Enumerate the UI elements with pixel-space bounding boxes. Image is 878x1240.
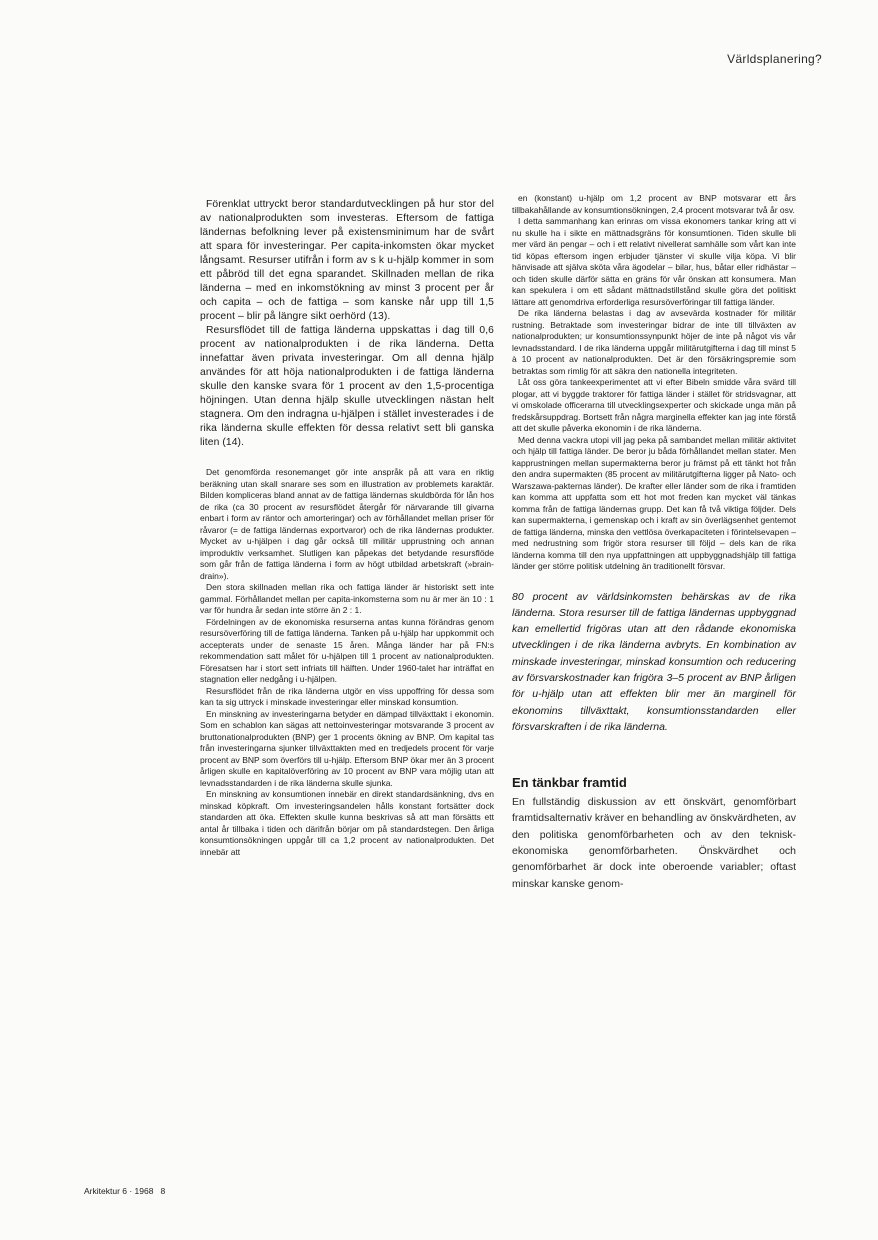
right-column: [512, 193, 796, 892]
section-heading: En tänkbar framtid: [512, 775, 627, 791]
small-paragraph: En minskning av investeringarna betyder en dämpad tillväxttakt i ekonomin. Som en schablon kan sägas att nettoinvesteringar motsvarande 3 procent av bruttonationalprodukten (BNP) ger 1 procents ökning av BNP. Om kapital tas från investeringarna sjunker tillväxttakten med en tredjedels procent för varje procent av BNP som överförs till u-hjälp. Eftersom BNP ökar mer än 3 procent årligen skulle en kapitalöverföring av 10 procent av BNP vara möjlig utan att levnadsstandarden i de rika länderna skulle sjunka.: [200, 708, 494, 788]
small-paragraph: Resursflödet från de rika länderna utgör en viss uppoffring för dessa som kan ta sig uttryck i minskade investeringar eller minskad konsumtion.: [200, 685, 494, 707]
footer-page-info: Arkitektur 6 · 1968 8: [84, 1186, 166, 1196]
left-column: [200, 198, 494, 858]
section-body: En fullständig diskussion av ett önskvärt, genomförbart framtidsalternativ kräver en behandling av önskvärdheten, av den politiska genomförbarheten och av den teknisk-ekonomiska genomförbarheten. Önskvärdhet och genomförbarhet är dock inte oberoende variabler; oftast minskar kanske genom-: [512, 796, 796, 890]
left-small-text: [200, 467, 494, 858]
main-paragraph: Resursflödet till de fattiga länderna uppskattas i dag till 0,6 procent av nationalprodukten i de rika länderna. Detta innefattar även privata investeringar. Om all denna hjälp användes för att höja nationalprodukten i de fattiga länderna skulle den kanske svara för 1 procent av den 1,5-procentiga höjningen. Utan denna hjälp skulle utvecklingen nästan helt stagnera. Om den indragna u-hjälpen i stället investerades i de rika länderna skulle effekten för dessa relativt sett bli ganska liten (14).: [200, 325, 494, 448]
right-small-text: [512, 193, 796, 573]
small-paragraph: Fördelningen av de ekonomiska resurserna antas kunna förändras genom resursöverföring till de fattiga länderna. Tanken på u-hjälp har uppkommit och accepterats under de senaste 15 åren. Många länder har på FN:s rekommendation satt målet för u-hjälpen till 1 procent av nationalprodukten. Föresatsen har i stort sett infriats till hälften. Under 1960-talet har inträffat en stagnation eller nedgång i u-hjälpen.: [200, 616, 494, 684]
small-paragraph: en (konstant) u-hjälp om 1,2 procent av BNP motsvarar ett års tillbakahållande av konsumtionsökningen, 2,4 procent motsvarar två år osv.: [512, 193, 796, 215]
small-paragraph: Den stora skillnaden mellan rika och fattiga länder är historiskt sett inte gammal. Förhållandet mellan per capita-inkomsterna som nu är mer än 10 : 1 var för hundra år sedan inte större än 2 : 1.: [200, 582, 494, 615]
running-header: Världsplanering?: [727, 52, 822, 66]
small-paragraph: I detta sammanhang kan erinras om vissa ekonomers tankar kring att vi nu skulle ha i sikte en mättnadsgräns för konsumtionen. Tiden skulle bli mer värd än pengar – och i ett relativt nivellerat samhälle som vårt kan inte tid köpas eftersom ingen erbjuder tjänster vi skulle vilja köpa. Vi blir hänvisade att själva sköta våra ägodelar – bilar, hus, båtar eller ridhästar – och tiden skulle därför sätta en gräns för vår önskan att konsumera. Man kan spekulera i om ett sådant mättnadstillstånd skulle göra det politiskt lättare att genomdriva erforderliga resursöverföringar till fattiga länder.: [512, 216, 796, 307]
small-paragraph: Det genomförda resonemanget gör inte anspråk på att vara en riktig beräkning utan skall snarare ses som en illustration av problemets karaktär. Bilden kompliceras bland annat av de fattiga ländernas skuldbörda för lån hos de rika (ca 30 procent av resursflödet återgår för närvarande till givarna enbart i form av räntor och amorteringar) och av förhållandet mellan priser för råvaror (= de fattiga ländernas exportvaror) och de rika ländernas produkter. Mycket av u-hjälpen i dag går också till militär upprustning och annan improduktiv verksamhet. Slutligen kan påpekas det betydande resursflöde som går från de fattiga länderna i form av högt utbildad arbetskraft (»brain-drain»).: [200, 467, 494, 581]
small-paragraph: Med denna vackra utopi vill jag peka på sambandet mellan militär aktivitet och hjälp till fattiga länder. De beror ju båda förhållandet mellan stater. Men kapprustningen mellan supermakterna beror ju främst på ett tänkt hot från den andra supermakten (85 procent av militärutgifterna ligger på Nato- och Warszawa-pakternas länder). De krafter eller länder som de rika i framtiden kan komma att uppfatta som ett hot mot freden kan mycket väl tänkas komma från de fattiga ländernas grupp. Det kan få två viktiga följder. Dels kan supermakterna, i gemenskap och i kraft av sin överlägsenhet gentemot de fattiga länderna, minska den vettlösa överkapaciteten i förintelsevapen – med nedrustning som frigör stora resurser till följd – dels kan de rika länderna komma till den nya uppfattningen att uppbyggnadshjälp till fattiga länder ger större politisk utdelning än traditionellt försvar.: [512, 434, 796, 571]
main-paragraph: Förenklat uttryckt beror standardutvecklingen på hur stor del av nationalprodukten som investeras. Eftersom de fattiga ländernas befolkning lever på existensminimum har de svårt att spara för investeringar. Per capita-inkomsten ökar mycket långsamt. Resurser utifrån i form av s k u-hjälp kommer in som ett påbröd till det egna sparandet. Skillnaden mellan de rika länderna – med en inkomstökning av minst 3 procent per år och capita – och de fattiga – som kanske når upp till 1,5 procent – blir på längre sikt oerhörd (13).: [200, 199, 494, 322]
small-paragraph: De rika länderna belastas i dag av avsevärda kostnader för militär rustning. Betraktade som investeringar bidrar de inte till tillväxten av nationalprodukten; ur konsumtionssynpunkt höjer de inte på något vis vår levnadsstandard. I de rika länderna uppgår militärutgifterna i dag till minst 5 à 10 procent av nationalprodukten. Det är den försäkringspremie som betraktas som rimlig för att säkra den nationella integriteten.: [512, 308, 796, 376]
pull-quote: 80 procent av världsinkomsten behärskas av de rika länderna. Stora resurser till de fattiga ländernas uppbyggnad kan emellertid frigöras utan att den rådande ekonomiska utvecklingen i de rika länderna avbryts. En kombination av minskade investeringar, minskad konsumtion och reducering av försvarskostnader kan frigöra 3–5 procent av BNP årligen för u-hjälp utan att effekten blir mer än marginell för ekonomins tillväxttakt, konsumtionsstandarden eller försvarskraften i de rika länderna.: [512, 590, 796, 733]
small-paragraph: Låt oss göra tankeexperimentet att vi efter Bibeln smidde våra svärd till plogar, att vi byggde traktorer för fattiga länder i stället för stridsvagnar, att vi omskolade officerarna till utvecklingsexperter och skickade unga män på fredskårsuppdrag. Bortsett från några marginella effekter kan jag inte förstå att det skulle påverka ekonomin i de rika länderna.: [512, 377, 796, 433]
small-paragraph: En minskning av konsumtionen innebär en direkt standardsänkning, dvs en minskad köpkraft. Om investeringsandelen hålls konstant fortsätter dock standarden att öka. Effekten skulle kunna beskrivas så att man försätts ett antal år tillbaka i tiden och därifrån börjar om på standardstegen. Den årliga konsumtionsökningen uppgår till ca 1,2 procent av nationalprodukten. Det innebär att: [200, 789, 494, 857]
